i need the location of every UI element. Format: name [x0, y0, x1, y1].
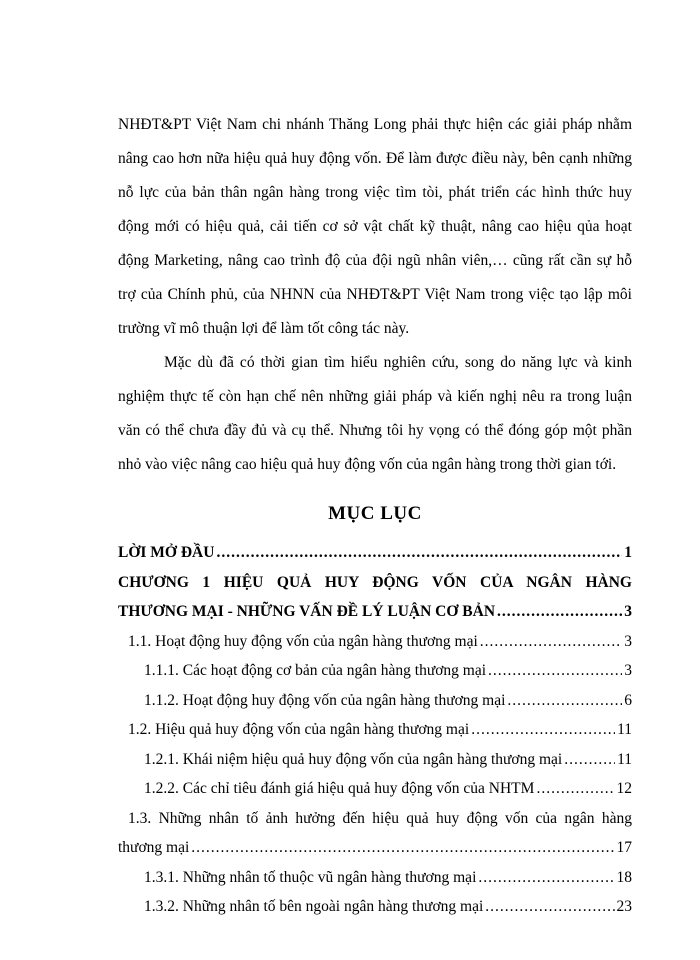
toc-page-number: 3 — [624, 632, 632, 650]
toc-entry-label: 1.3.1. Những nhân tố thuộc vũ ngân hàng thương mại — [144, 868, 477, 886]
toc-entry-1-1[interactable] — [118, 627, 632, 657]
paragraph-conclusion-2: Mặc dù đã có thời gian tìm hiểu nghiên cứu, song do năng lực và kinh nghiệm thực tế còn hạn chế nên những giải pháp và kiến nghị nêu ra trong luận văn có thể chưa đầy đủ và cụ thể. Nhưng tôi hy vọng có thể đóng góp một phần nhỏ vào việc nâng cao hiệu quả huy động vốn của ngân hàng trong thời gian tới. — [118, 354, 632, 473]
toc-entry-label: 1.1.1. Các hoạt động cơ bản của ngân hàng thương mại — [144, 662, 487, 679]
toc-page-number: 3 — [624, 662, 632, 679]
toc-entry-1-1-2[interactable] — [118, 686, 632, 716]
toc-page-number: 12 — [616, 780, 632, 797]
toc-leader-dots — [191, 833, 614, 863]
toc-entry-1-3-2[interactable] — [118, 892, 632, 922]
toc-leader-dots — [507, 686, 622, 716]
toc-entry-label: 1.2.1. Khái niệm hiệu quả huy động vốn của ngân hàng thương mại — [144, 750, 563, 768]
toc-entry-1-2-1[interactable] — [118, 745, 632, 775]
page-content — [118, 108, 632, 922]
table-of-contents — [118, 538, 632, 922]
toc-page-number: 17 — [616, 839, 632, 856]
toc-entry-1-2[interactable] — [118, 715, 632, 745]
toc-page-number: 11 — [617, 721, 632, 738]
toc-page-number: 23 — [616, 898, 632, 915]
toc-entry-chapter-1[interactable] — [118, 568, 632, 627]
paragraph-conclusion-1: NHĐT&PT Việt Nam chi nhánh Thăng Long phải thực hiện các giải pháp nhằm nâng cao hơn nữa hiệu quả huy động vốn. Để làm được điều này, bên cạnh những nỗ lực của bản thân ngân hàng trong việc tìm tòi, phát triển các hình thức huy động mới có hiệu quả, cải tiến cơ sở vật chất kỹ thuật, nâng cao hiệu qủa hoạt động Marketing, nâng cao trình độ của đội ngũ nhân viên,… cũng rất cần sự hỗ trợ của Chính phủ, của NHNN của NHĐT&PT Việt Nam trong việc tạo lập môi trường vĩ mô thuận lợi để làm tốt công tác này. — [118, 116, 632, 337]
toc-leader-dots — [478, 863, 614, 893]
toc-leader-dots — [497, 597, 622, 627]
toc-entry-1-1-1[interactable] — [118, 656, 632, 686]
toc-entry-label-line2: THƯƠNG MẠI - NHỮNG VẤN ĐỀ LÝ LUẬN CƠ BẢN — [118, 603, 496, 620]
toc-page-number: 11 — [617, 750, 632, 768]
toc-entry-label: 1.2.2. Các chỉ tiêu đánh giá hiệu quả huy động vốn của NHTM — [144, 780, 535, 797]
toc-entry-intro[interactable] — [118, 538, 632, 568]
toc-page-number: 18 — [616, 868, 632, 886]
toc-entry-1-3-1[interactable] — [118, 863, 632, 893]
toc-entry-label: 1.2. Hiệu quả huy động vốn của ngân hàng thương mại — [128, 721, 470, 738]
toc-leader-dots — [536, 774, 614, 804]
toc-page-number: 3 — [624, 603, 632, 620]
toc-title: MỤC LỤC — [328, 503, 422, 524]
toc-entry-label: LỜI MỞ ĐẦU — [118, 544, 215, 561]
toc-entry-label-line1: CHƯƠNG 1 HIỆU QUẢ HUY ĐỘNG VỐN CỦA NGÂN HÀNG — [118, 573, 632, 591]
toc-entry-label: 1.1. Hoạt động huy động vốn của ngân hàng thương mại — [128, 632, 478, 650]
toc-leader-dots — [564, 745, 615, 775]
toc-leader-dots — [485, 892, 614, 922]
toc-page-number: 1 — [624, 544, 632, 561]
toc-leader-dots — [488, 656, 622, 686]
toc-entry-1-2-2[interactable] — [118, 774, 632, 804]
toc-leader-dots — [216, 538, 622, 568]
toc-leader-dots — [471, 715, 615, 745]
toc-entry-1-3[interactable] — [118, 804, 632, 863]
toc-entry-label-line2: thương mại — [118, 839, 190, 856]
toc-leader-dots — [480, 627, 622, 657]
toc-entry-label: 1.1.2. Hoạt động huy động vốn của ngân hàng thương mại — [144, 691, 506, 709]
toc-entry-label: 1.3.2. Những nhân tố bên ngoài ngân hàng thương mại — [144, 898, 484, 915]
toc-page-number: 6 — [624, 691, 632, 709]
toc-entry-label-line1: 1.3. Những nhân tố ảnh hưởng đến hiệu quả huy động vốn của ngân hàng — [128, 809, 632, 827]
